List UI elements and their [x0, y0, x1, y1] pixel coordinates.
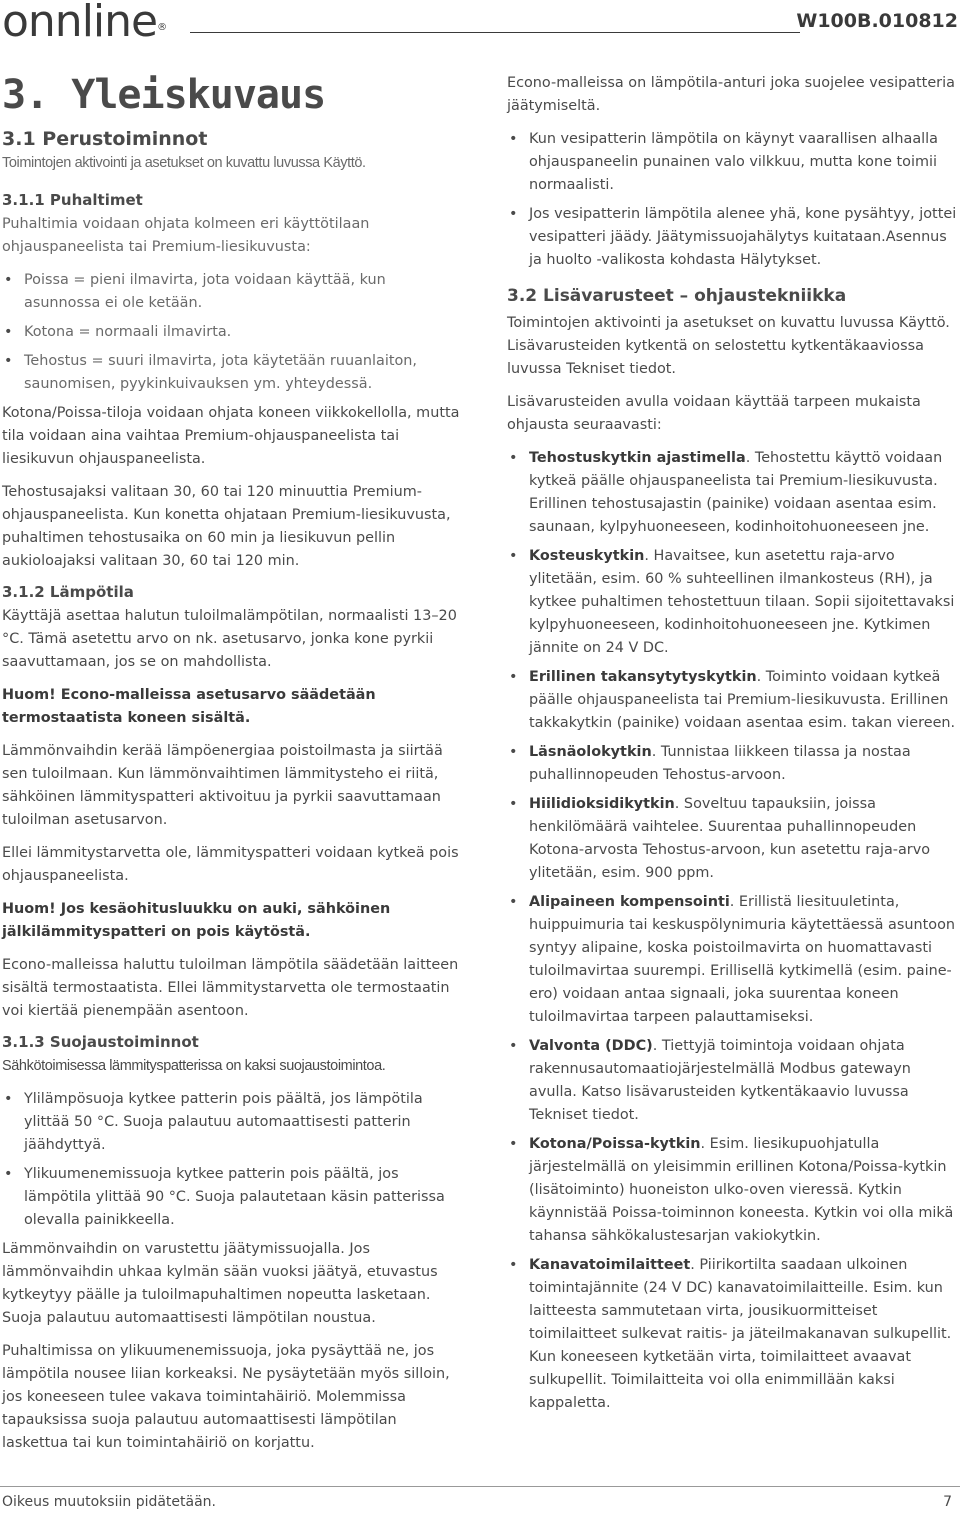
accessory-name: Valvonta (DDC)	[529, 1038, 653, 1054]
list-item	[507, 741, 957, 787]
accessory-text: . Tunnistaa liikkeen tilassa ja nostaa puhallinnopeuden Tehostus-arvoon.	[529, 744, 911, 783]
list-item	[507, 891, 957, 1029]
footer-disclaimer: Oikeus muutoksiin pidätetään.	[2, 1494, 217, 1510]
fans-paragraph-3: Tehostusajaksi valitaan 30, 60 tai 120 minuuttia Premium-ohjauspaneelista. Kun konetta ohjataan Premium-liesikuvusta, puhaltimen tehostusaika on 60 min ja liesikuvun pellin aukioloajaksi valitaan 30, 60 tai 120 min.	[2, 484, 451, 569]
accessory-name: Kosteuskytkin	[529, 548, 645, 564]
accessory-text: . Erillistä liesituuletinta, huippuimuria tai keskuspölynimuria käytettäessä asuntoon syntyy alipaine, koska poistoilmavirta on huomattavasti tuloilmavirtaa suurempi. Erillisellä kytkimellä (esim. paine-ero) voidaan antaa signaali, joka suurentaa koneen tuloilmavirtaa tarpeen palauttamiseksi.	[529, 894, 955, 1025]
accessory-text: . Tehostettu käyttö voidaan kytkeä päälle ohjauspaneelista tai Premium-liesikuvusta. Erillinen tehostusajastin (painike) voidaan asentaa esim. saunaan, kylpyhuoneeseen, kodinhoitohuoneeseen jne.	[529, 450, 943, 535]
fans-paragraph-2: Kotona/Poissa-tiloja voidaan ohjata koneen viikkokellolla, mutta tila voidaan aina vaihtaa Premium-ohjauspaneelista tai liesikuvun ohjauspaneelista.	[2, 405, 460, 467]
temperature-paragraph-3: Ellei lämmitystarvetta ole, lämmityspatteri voidaan kytkeä pois ohjauspaneelista.	[2, 845, 459, 884]
list-item: • Kotona = normaali ilmavirta.	[2, 321, 462, 344]
list-item	[507, 1035, 957, 1127]
list-item: • Ylikuumenemissuoja kytkee patterin pois päältä, jos lämpötila ylittää 90 °C. Suoja palautetaan käsin patterissa olevalla painikkeella.	[2, 1163, 462, 1232]
right-column	[507, 72, 957, 1421]
list-item	[507, 666, 957, 735]
accessory-name: Alipaineen kompensointi	[529, 894, 730, 910]
list-item	[507, 793, 957, 885]
temperature-paragraph-4: Econo-malleissa haluttu tuloilman lämpötila säädetään laitteen sisältä termostaatista. Ellei lämmitystarvetta ole termostaatin voi kiertää pienempään asentoon.	[2, 957, 459, 1019]
section-3-1-heading: 3.1 Perustoiminnot	[2, 128, 208, 150]
list-item: • Jos vesipatterin lämpötila alenee yhä, kone pysähtyy, jottei vesipatteri jäädy. Jäätymissuojahälytys kuitataan.Asennus ja huolto -valikosta kohdasta Hälytykset.	[507, 203, 957, 272]
accessory-text: . Tiettyjä toimintoja voidaan ohjata rakennusautomaatiojärjestelmällä Modbus gatewayn avulla. Katso lisävarusteiden kytkentäkaavio luvussa Tekniset tiedot.	[529, 1038, 911, 1123]
list-item	[507, 447, 957, 539]
accessories-intro: Toimintojen aktivointi ja asetukset on kuvattu luvussa Käyttö. Lisävarusteiden kytkentä on selostettu kytkentäkaaviossa luvussa Tekniset tiedot.	[507, 315, 950, 377]
list-item	[507, 1254, 957, 1415]
section-3-1-3-heading: 3.1.3 Suojaustoiminnot	[2, 1033, 199, 1051]
protection-list	[2, 1088, 462, 1232]
accessory-name: Kanavatoimilaitteet	[529, 1257, 691, 1273]
list-item	[507, 545, 957, 660]
accessory-text: . Piirikortilta saadaan ulkoinen toimintajännite (24 V DC) kanavatoimilaitteille. Esim. kun laitteesta sammutetaan virta, jousikuormitteiset toimilaitteet sulkevat raitis- ja jäteilmakanavan sulkupellit. Kun koneeseen kytketään virta, toimilaitteet avaavat sulkupellit. Toimilaitteita voi olla enimmillään kaksi kappaletta.	[529, 1257, 952, 1411]
section-3-1-1-heading: 3.1.1 Puhaltimet	[2, 191, 143, 209]
footer-rule	[0, 1486, 960, 1487]
list-item: • Tehostus = suuri ilmavirta, jota käytetään ruuanlaiton, saunomisen, pyykinkuivauksen ym. yhteydessä.	[2, 350, 462, 396]
accessories-paragraph-2: Lisävarusteiden avulla voidaan käyttää tarpeen mukaista ohjausta seuraavasti:	[507, 394, 921, 433]
accessory-name: Tehostuskytkin ajastimella	[529, 450, 746, 466]
accessory-text: . Soveltuu tapauksiin, joissa henkilömäärä vaihtelee. Suurentaa puhallinnopeuden Kotona-arvosta Tehostus-arvoon, kun asetettu raja-arvo ylitetään, esim. 900 ppm.	[529, 796, 931, 881]
list-item	[507, 1133, 957, 1248]
brand-logo: onnline®	[2, 0, 167, 47]
header-rule	[190, 32, 800, 33]
accessory-name: Kotona/Poissa-kytkin	[529, 1136, 701, 1152]
econo-list	[507, 128, 957, 272]
list-item: • Kun vesipatterin lämpötila on käynyt vaarallisen alhaalla ohjauspaneelin punainen valo vilkkuu, mutta kone toimii normaalisti.	[507, 128, 957, 197]
econo-paragraph: Econo-malleissa on lämpötila-anturi joka suojelee vesipatteria jäätymiseltä.	[507, 75, 955, 114]
protection-paragraph-1: Lämmönvaihdin on varustettu jäätymissuojalla. Jos lämmönvaihdin uhkaa kylmän sään vuoksi jäätyä, etuvastus kytkeytyy päälle ja tuloilmapuhaltimen nopeutta lasketaan. Suoja palautuu automaattisesti lämpötilan noustua.	[2, 1241, 438, 1326]
accessory-text: . Esim. liesikupuohjatulla järjestelmällä on yleisimmin erillinen Kotona/Poissa-kytkin (lisätoiminto) huoneiston ulko-oven vieressä. Kytkin käynnistää Poissa-toiminnon koneesta. Kytkin voi olla mikä tahansa sähkökalustesarjan vakiokytkin.	[529, 1136, 954, 1244]
fans-intro: Puhaltimia voidaan ohjata kolmeen eri käyttötilaan ohjauspaneelista tai Premium-liesikuvusta:	[2, 216, 370, 255]
accessory-text: . Havaitsee, kun asetettu raja-arvo ylitetään, esim. 60 % suhteellinen ilmankosteus (RH), ja kytkee puhaltimen tehostettuun tilaan. Sopii sijoitettavaksi kylpyhuoneeseen, kodinhoitohuoneeseen jne. Kytkimen jännite on 24 V DC.	[529, 548, 955, 656]
page-number: 7	[943, 1494, 952, 1510]
section-title: 3. Yleiskuvaus	[2, 72, 326, 118]
temperature-note-2: Huom! Jos kesäohitusluukku on auki, sähköinen jälkilämmityspatteri on pois käytöstä.	[2, 901, 391, 940]
list-item: • Ylilämpösuoja kytkee patterin pois päältä, jos lämpötila ylittää 50 °C. Suoja palautuu automaattisesti patterin jäähdyttyä.	[2, 1088, 462, 1157]
document-code: W100B.010812	[796, 10, 958, 32]
section-3-2-heading: 3.2 Lisävarusteet – ohjaustekniikka	[507, 286, 847, 306]
list-item: • Poissa = pieni ilmavirta, jota voidaan käyttää, kun asunnossa ei ole ketään.	[2, 269, 462, 315]
section-3-1-2-heading: 3.1.2 Lämpötila	[2, 583, 134, 601]
accessory-name: Erillinen takansytytyskytkin	[529, 669, 757, 685]
temperature-note-1: Huom! Econo-malleissa asetusarvo säädetään termostaatista koneen sisältä.	[2, 687, 376, 726]
temperature-paragraph-1: Käyttäjä asettaa halutun tuloilmalämpötilan, normaalisti 13–20 °C. Tämä asetettu arvo on nk. asetusarvo, jonka kone pyrkii saavuttamaan, jos se on mahdollista.	[2, 608, 457, 670]
temperature-paragraph-2: Lämmönvaihdin kerää lämpöenergiaa poistoilmasta ja siirtää sen tuloilmaan. Kun lämmönvaihtimen lämmitysteho ei riitä, sähköinen lämmityspatteri aktivoituu ja pyrkii saavuttamaan tuloilman asetusarvon.	[2, 743, 443, 828]
accessory-name: Hiilidioksidikytkin	[529, 796, 675, 812]
accessory-text: . Toiminto voidaan kytkeä päälle ohjauspaneelista tai Premium-liesikuvusta. Erillinen takkakytkin (painike) voidaan asentaa esim. takan viereen.	[529, 669, 956, 731]
fan-modes-list	[2, 269, 462, 396]
left-column	[2, 70, 462, 1465]
protection-intro: Sähkötoimisessa lämmityspatterissa on kaksi suojaustoimintoa.	[2, 1058, 386, 1074]
accessory-name: Läsnäolokytkin	[529, 744, 652, 760]
protection-paragraph-2: Puhaltimissa on ylikuumenemissuoja, joka pysäyttää ne, jos lämpötila nousee liian korkeaksi. Ne pysäytetään myös silloin, jos koneeseen tulee vakava toimintahäiriö. Molemmissa tapauksissa suoja palautuu automaattisesti lämpötilan laskettua tai kun toimintahäiriö on korjattu.	[2, 1343, 450, 1451]
section-3-1-intro: Toimintojen aktivointi ja asetukset on kuvattu luvussa Käyttö.	[2, 155, 366, 171]
accessories-list	[507, 447, 957, 1415]
